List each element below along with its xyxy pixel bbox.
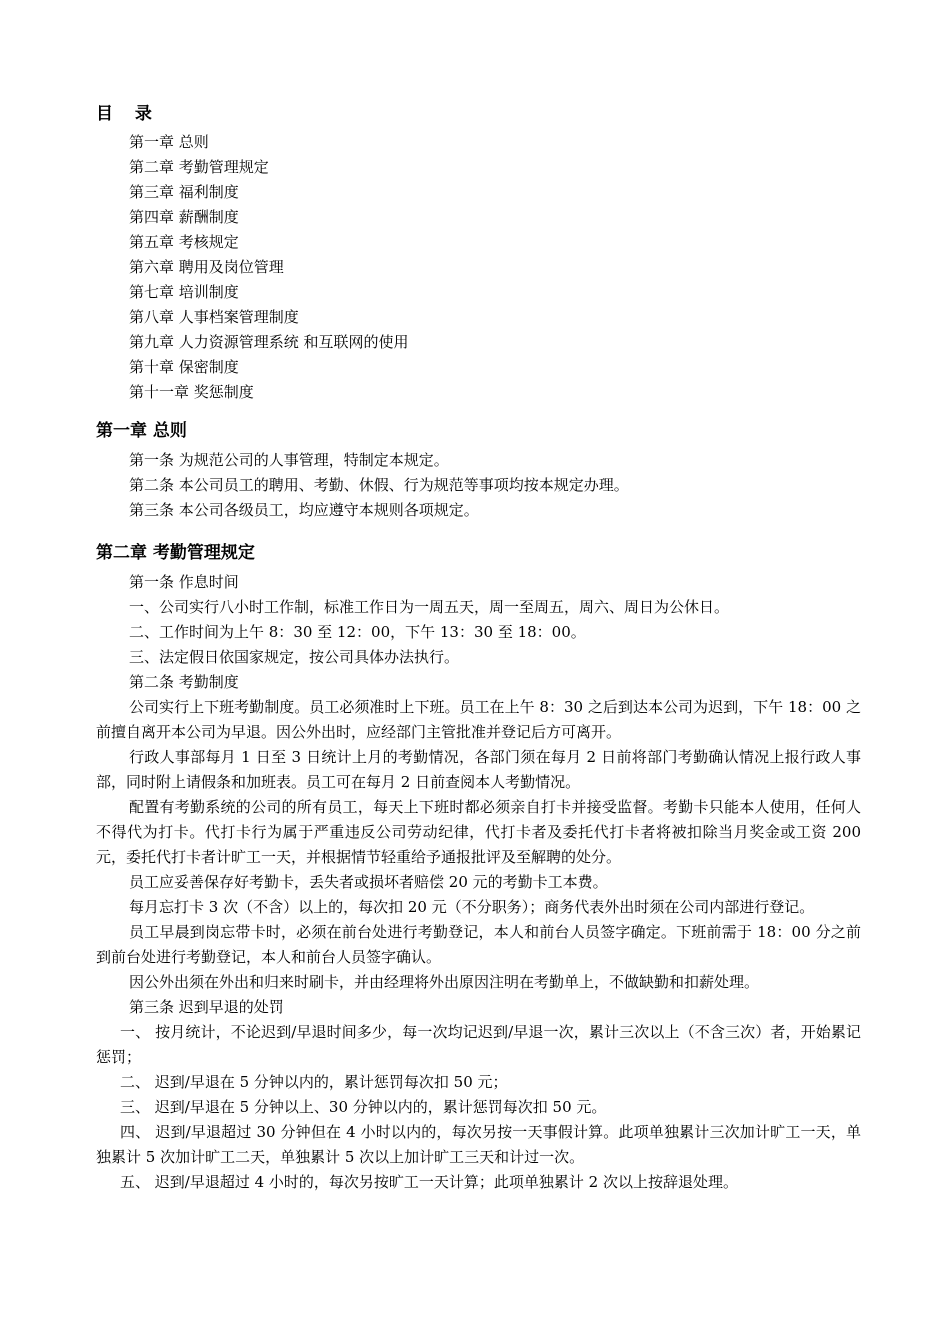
paragraph: 员工早晨到岗忘带卡时，必须在前台处进行考勤登记，本人和前台人员签字确定。下班前需于 18：00 分之前到前台处进行考勤登记，本人和前台人员签字确认。 — [96, 923, 861, 966]
article: 第三条 本公司各级员工，均应遵守本规则各项规定。 — [129, 501, 479, 519]
penalty-clause: 四、 迟到/早退超过 30 分钟但在 4 小时以内的，每次另按一天事假计算。此项单独累计三次加计旷工一天，单独累计 5 次加计旷工二天，单独累计 5 次以上加计旷工三天和计过一次。 — [96, 1123, 861, 1166]
clause: 二、工作时间为上午 8：30 至 12：00，下午 13：30 至 18：00。 — [129, 623, 586, 641]
article: 第二条 本公司员工的聘用、考勤、休假、行为规范等事项均按本规定办理。 — [129, 476, 629, 494]
toc-title: 目 录 — [96, 104, 160, 124]
penalty-clause: 二、 迟到/早退在 5 分钟以内的，累计惩罚每次扣 50 元； — [120, 1073, 508, 1091]
article-title: 第三条 迟到早退的处罚 — [129, 998, 284, 1016]
chapter-1-title: 第一章 总则 — [96, 421, 187, 441]
article-title: 第一条 作息时间 — [129, 573, 239, 591]
toc-list — [96, 130, 861, 405]
penalty-clause: 五、 迟到/早退超过 4 小时的，每次另按旷工一天计算；此项单独累计 2 次以上按辞退处理。 — [120, 1173, 738, 1191]
paragraph: 行政人事部每月 1 日至 3 日统计上月的考勤情况，各部门须在每月 2 日前将部门考勤确认情况上报行政人事部，同时附上请假条和加班表。员工可在每月 2 日前查阅本人考勤情况。 — [96, 748, 861, 791]
toc-item: 第六章 聘用及岗位管理 — [129, 258, 284, 276]
paragraph: 因公外出须在外出和归来时刷卡，并由经理将外出原因注明在考勤单上，不做缺勤和扣薪处理。 — [129, 973, 760, 991]
chapter-2-title: 第二章 考勤管理规定 — [96, 543, 255, 563]
clause: 一、公司实行八小时工作制，标准工作日为一周五天，周一至周五，周六、周日为公休日。 — [129, 598, 730, 616]
paragraph: 每月忘打卡 3 次（不含）以上的，每次扣 20 元（不分职务）；商务代表外出时须在公司内部进行登记。 — [129, 898, 815, 916]
penalty-clause: 一、 按月统计，不论迟到/早退时间多少，每一次均记迟到/早退一次，累计三次以上（不含三次）者，开始累记惩罚； — [96, 1023, 861, 1066]
paragraph: 配置有考勤系统的公司的所有员工，每天上下班时都必须亲自打卡并接受监督。考勤卡只能本人使用，任何人不得代为打卡。代打卡行为属于严重违反公司劳动纪律，代打卡者及委托代打卡者将被扣除当月奖金或工资 200 元，委托代打卡者计旷工一天，并根据情节轻重给予通报批评及至解聘的处分。 — [96, 798, 861, 866]
toc-item: 第四章 薪酬制度 — [129, 208, 239, 226]
article: 第一条 为规范公司的人事管理，特制定本规定。 — [129, 451, 449, 469]
toc-item: 第一章 总则 — [129, 133, 209, 151]
paragraph: 员工应妥善保存好考勤卡，丢失者或损坏者赔偿 20 元的考勤卡工本费。 — [129, 873, 608, 891]
article-title: 第二条 考勤制度 — [129, 673, 239, 691]
penalty-clause: 三、 迟到/早退在 5 分钟以上、30 分钟以内的，累计惩罚每次扣 50 元。 — [120, 1098, 607, 1116]
toc-item: 第八章 人事档案管理制度 — [129, 308, 299, 326]
toc-item: 第七章 培训制度 — [129, 283, 239, 301]
paragraph: 公司实行上下班考勤制度。员工必须准时上下班。员工在上午 8：30 之后到达本公司为迟到，下午 18：00 之前擅自离开本公司为早退。因公外出时，应经部门主管批准并登记后方可离开。 — [96, 698, 861, 741]
toc-item: 第五章 考核规定 — [129, 233, 239, 251]
toc-item: 第九章 人力资源管理系统 和互联网的使用 — [129, 333, 409, 351]
clause: 三、法定假日依国家规定，按公司具体办法执行。 — [129, 648, 460, 666]
document-page — [96, 96, 861, 1195]
toc-item: 第十章 保密制度 — [129, 358, 239, 376]
toc-item: 第三章 福利制度 — [129, 183, 239, 201]
toc-item: 第二章 考勤管理规定 — [129, 158, 269, 176]
toc-item: 第十一章 奖惩制度 — [129, 383, 254, 401]
